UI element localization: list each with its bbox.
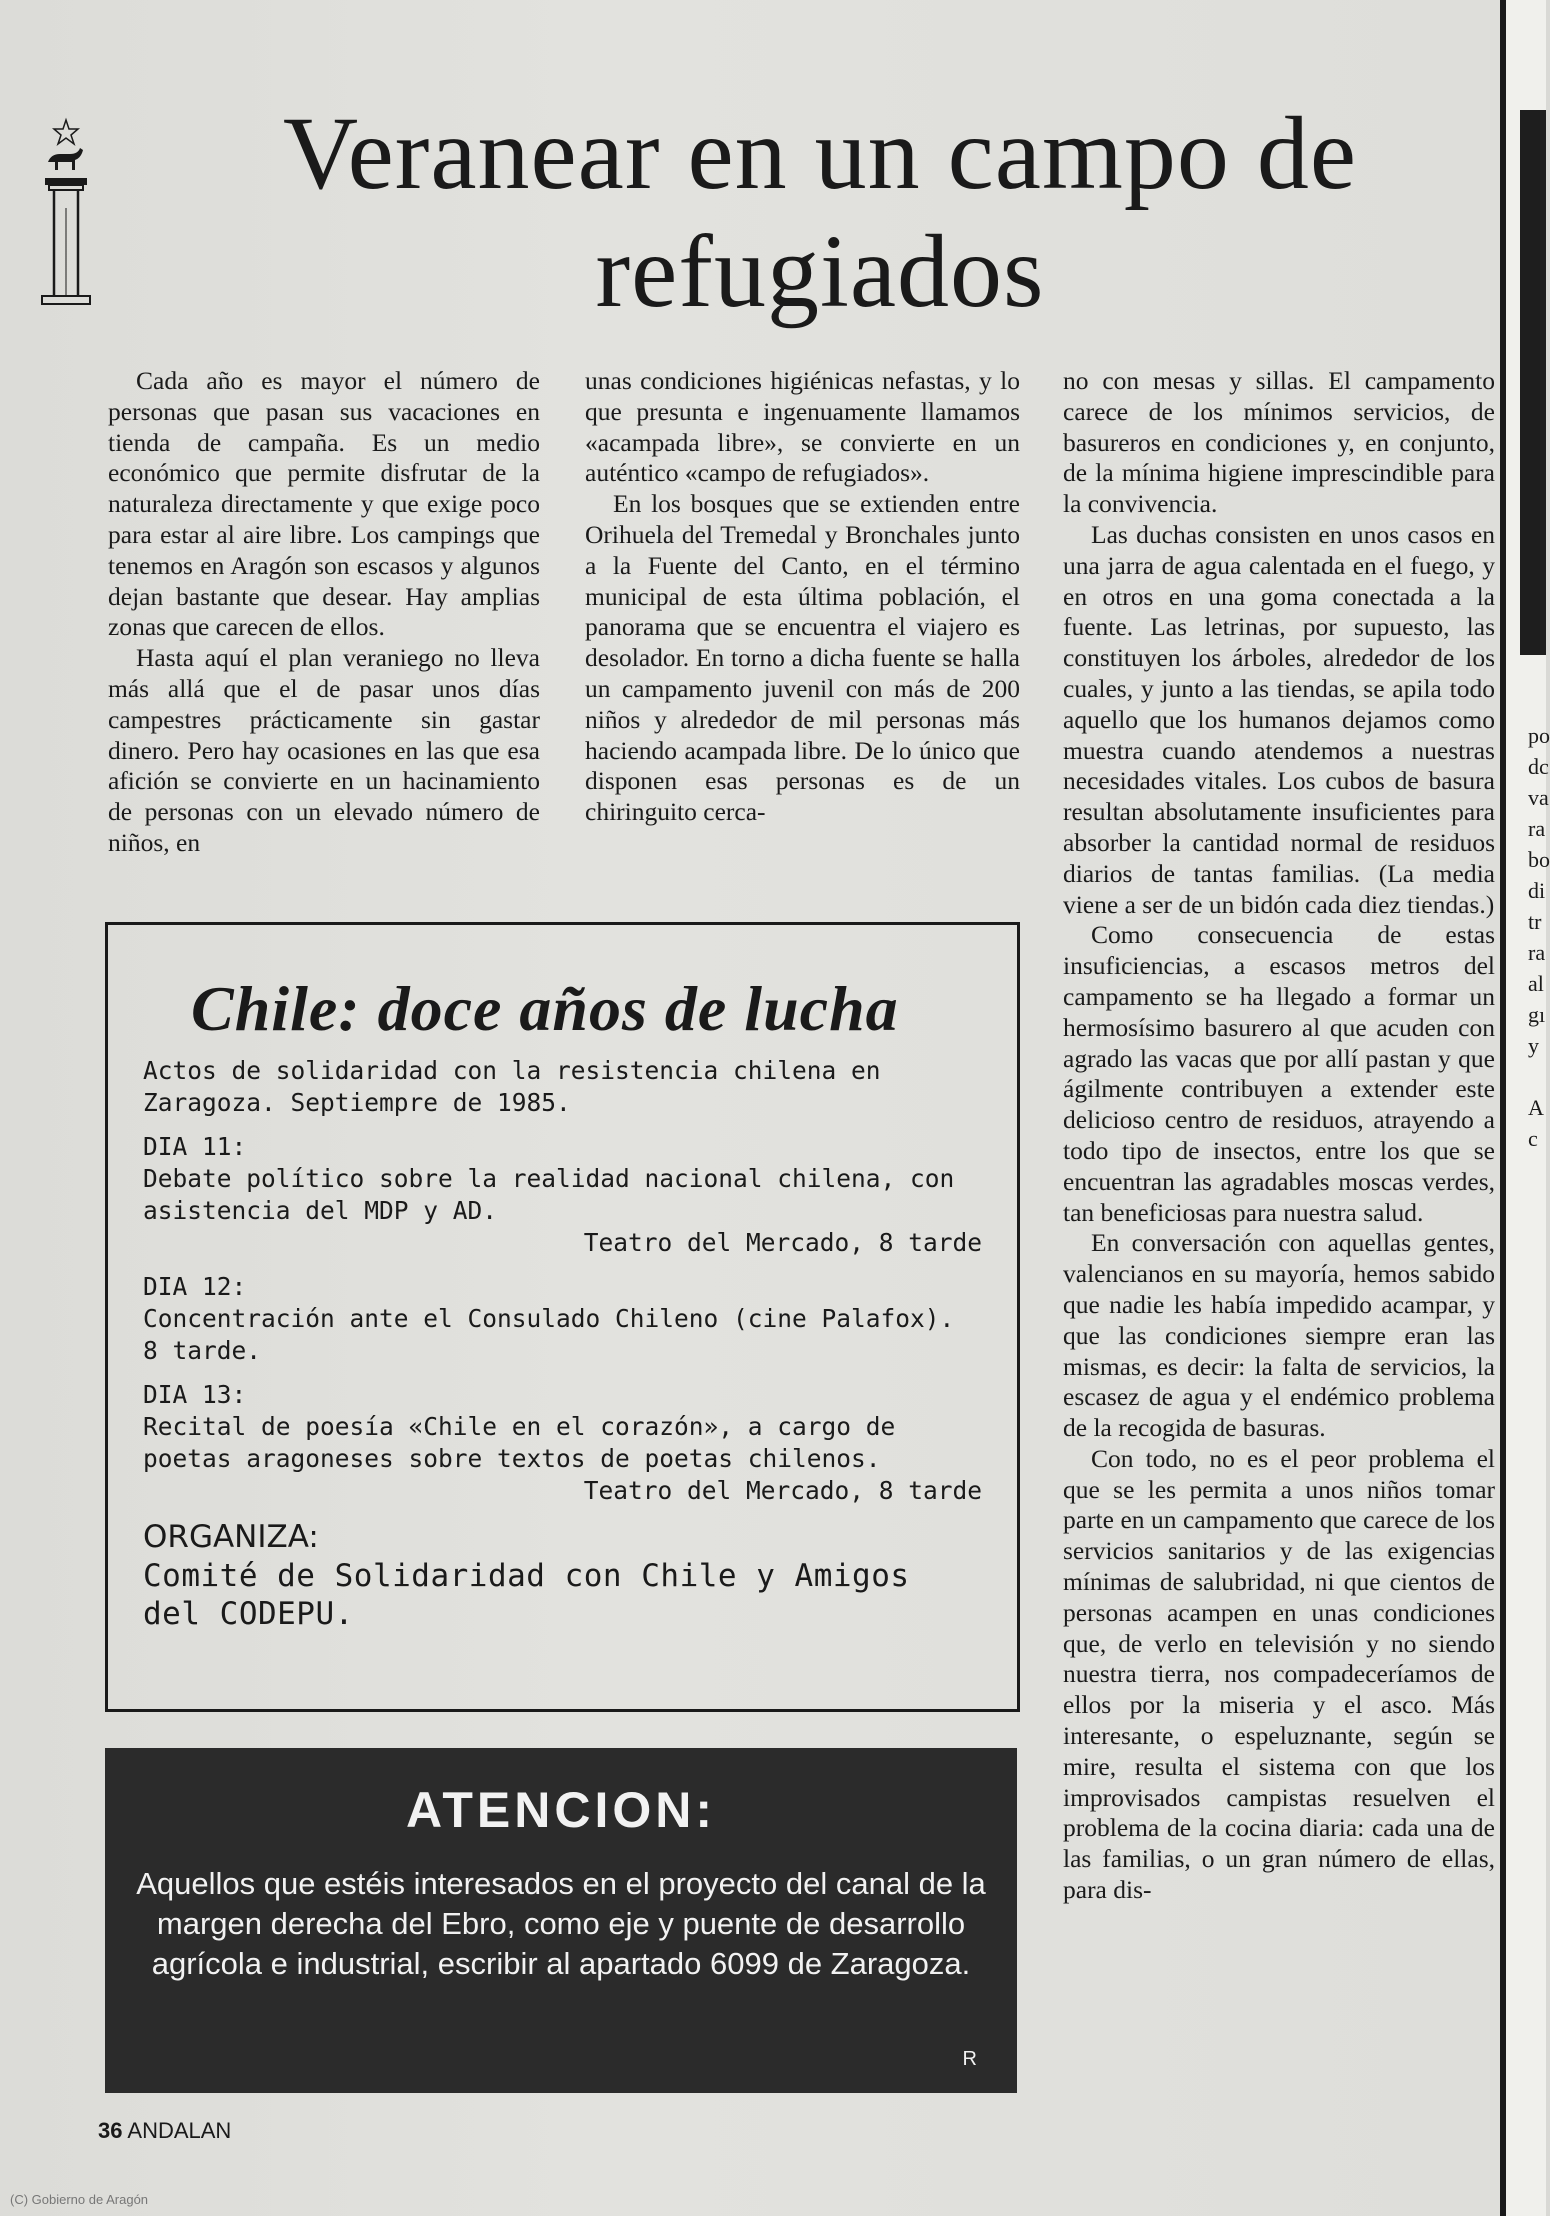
organiza-label: ORGANIZA: — [143, 1519, 319, 1555]
tower-with-bull-and-star-icon — [36, 118, 96, 308]
day-13-label: DIA 13: — [143, 1380, 247, 1409]
day-12-label: DIA 12: — [143, 1272, 247, 1301]
edge-fragment: A — [1528, 1095, 1544, 1120]
paragraph: Las duchas consisten en unos casos en una jarra de agua calentada en el fuego, y en otros en una goma conectada a la fuente. Las letrinas, por supuesto, las constituyen los árboles, alrededor de los cuales, y junto a las tiendas, se apila todo aquello que los humanos dejamos como muestra cuando atendemos a nuestras necesidades vitales. Los cubos de basura resultan absolutamente insuficientes para absorber la cantidad normal de residuos diarios de tantas familias. (La media viene a ser de un bidón cada diez tiendas.) — [1063, 519, 1495, 919]
headline-line-1: Veranear en un campo de — [282, 96, 1358, 211]
edge-fragment: ra — [1528, 816, 1546, 841]
article-headline — [220, 95, 1420, 331]
paragraph: En conversación con aquellas gentes, valencianos en su mayoría, hemos sabido que nadie les había impedido acampar, y que las condiciones siempre eran las mismas, es decir: la falta de servicios, la escasez de agua y el endémico problema de la recogida de basuras. — [1063, 1228, 1495, 1443]
next-page-photo-fragment — [1520, 110, 1546, 655]
atencion-title: ATENCION: — [405, 1782, 717, 1838]
day-12-text: Concentración ante el Consulado Chileno (cine Palafox). 8 tarde. — [143, 1304, 955, 1365]
article-column-3 — [1063, 366, 1495, 1906]
paragraph: Cada año es mayor el número de personas que pasan sus vacaciones en tienda de campaña. Es un medio económico que permite disfrutar de la naturaleza directamente y que exige poco para estar al aire libre. Los campings que tenemos en Aragón son escasos y algunos dejan bastante que desear. Hay amplias zonas que carecen de ellos. — [108, 366, 540, 642]
edge-fragment: c — [1528, 1126, 1538, 1151]
edge-fragment: di — [1528, 878, 1546, 903]
atencion-notice — [105, 1748, 1017, 2093]
next-page-text-fragments — [1528, 720, 1550, 1154]
paragraph: En los bosques que se extienden entre Orihuela del Tremedal y Bronchales junto a la Fuente del Canto, en el término municipal de esta última población, el panorama que se encuentra el viajero es desolador. En torno a dicha fuente se halla un campamento juvenil con más de 200 niños y alrededor de mil personas más haciendo acampada libre. De lo único que disponen esas personas es de un chiringuito cerca- — [585, 489, 1020, 827]
article-column-2 — [585, 366, 1020, 828]
edge-fragment: tr — [1528, 909, 1542, 934]
paragraph: Con todo, no es el peor problema el que se les permita a unos niños tomar parte en un campamento que carece de los servicios sanitarios y de las exigencias mínimas de salubridad, ni que cientos de personas acampen en unas condiciones que, de verlo en televisión y no siendo nuestra tierra, nos compadeceríamos de ellos por la miseria y el asco. Más interesante, o espeluznante, según se mire, resulta el sistema con que los improvisados campistas resuelven el problema de la cocina diaria: cada una de las familias, o un gran número de ellas, para dis- — [1063, 1443, 1495, 1905]
day-11-place: Teatro del Mercado, 8 tarde — [583, 1228, 982, 1257]
edge-fragment: po — [1528, 723, 1550, 748]
edge-fragment: al — [1528, 971, 1544, 996]
page-number: 36 — [98, 2118, 123, 2143]
atencion-text: Aquellos que estéis interesados en el proyecto del canal de la margen derecha del Ebro, como eje y puente de desarrollo agrícola e industrial, escribir al apartado 6099 de Zaragoza. — [136, 1866, 986, 1981]
edge-fragment — [1528, 1061, 1546, 1092]
chile-box-title: Chile: doce años de lucha — [191, 973, 899, 1044]
paragraph: Como consecuencia de estas insuficiencias, a escasos metros del campamento se ha llegado a formar un hermosísimo basurero al que acuden con agrado las vacas que por allí pastan y que ágilmente contribuyen a extender este delicioso centro de residuos, atrayendo a todo tipo de insectos, entre los que se encuentran las agradables moscas verdes, tan beneficiosas para nuestra salud. — [1063, 920, 1495, 1227]
paragraph: no con mesas y sillas. El campamento carece de los mínimos servicios, de basureros en condiciones y, en conjunto, de la mínima higiene imprescindible para la convivencia. — [1063, 366, 1495, 519]
day-13-text: Recital de poesía «Chile en el corazón», a cargo de poetas aragoneses sobre textos de poetas chilenos. — [143, 1412, 896, 1473]
edge-fragment: y — [1528, 1033, 1539, 1058]
edge-fragment: va — [1528, 785, 1549, 810]
day-11-text: Debate político sobre la realidad nacional chilena, con asistencia del MDP y AD. — [143, 1164, 955, 1225]
edge-fragment: ra — [1528, 940, 1546, 965]
article-column-1 — [108, 366, 540, 859]
page-footer — [98, 2118, 231, 2144]
chile-intro: Actos de solidaridad con la resistencia chilena en Zaragoza. Septiempre de 1985. — [143, 1056, 881, 1117]
paragraph: unas condiciones higiénicas nefastas, y lo que presunta e ingenuamente llamamos «acampada libre», se convierte en un auténtico «campo de refugiados». — [585, 366, 1020, 488]
day-11-label: DIA 11: — [143, 1132, 247, 1161]
copyright-credit: (C) Gobierno de Aragón — [10, 2192, 149, 2207]
edge-fragment: gı — [1528, 1002, 1546, 1027]
organiza-text: Comité de Solidaridad con Chile y Amigos del CODEPU. — [143, 1558, 910, 1632]
headline-line-2: refugiados — [595, 214, 1045, 329]
paragraph: Hasta aquí el plan veraniego no lleva más allá que el de pasar unos días campestres prácticamente sin gastar dinero. Pero hay ocasiones en las que esa afición se convierte en un hacinamiento de personas con un elevado número de niños, en — [108, 643, 540, 857]
chile-event-box — [105, 922, 1020, 1712]
edge-fragment: dc — [1528, 754, 1549, 779]
atencion-mark: R — [962, 2048, 977, 2070]
publication-name: ANDALAN — [127, 2118, 232, 2143]
edge-fragment: bo — [1528, 847, 1550, 872]
chile-box-body — [143, 1055, 982, 1633]
day-13-place: Teatro del Mercado, 8 tarde — [583, 1476, 982, 1505]
